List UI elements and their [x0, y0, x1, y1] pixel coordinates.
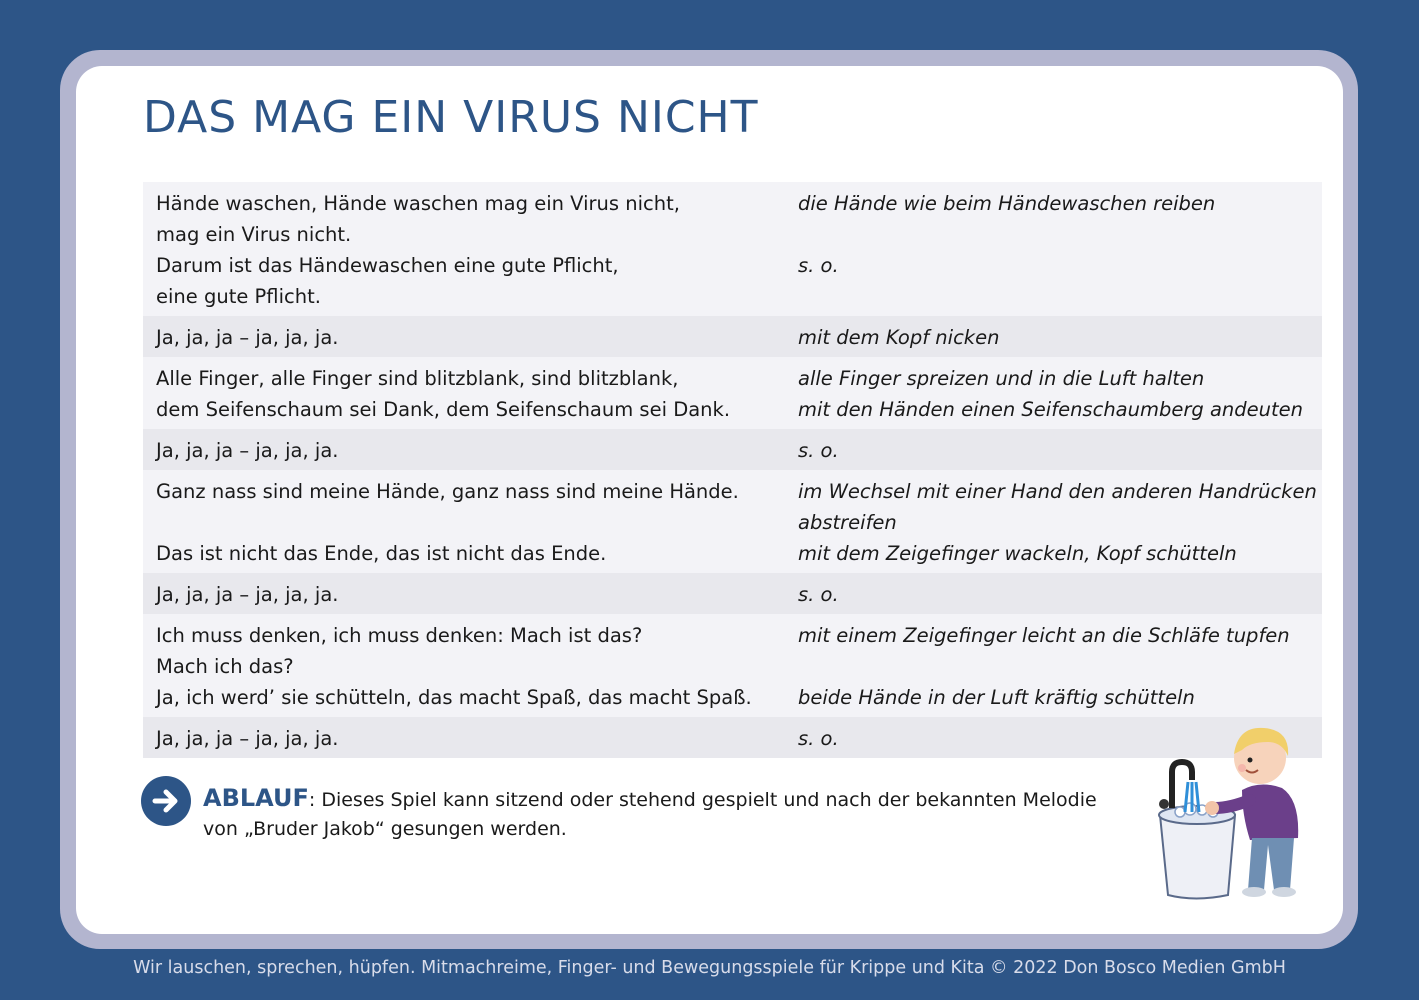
movement-cell	[798, 363, 1310, 425]
movement-cell	[798, 435, 1310, 466]
movement-line: s. o.	[798, 583, 839, 606]
lyrics-line: Mach ich das?	[156, 655, 294, 678]
lyrics-line: Ich muss denken, ich muss denken: Mach ist das?	[156, 624, 643, 647]
lyrics-cell	[156, 620, 798, 713]
lyrics-line	[156, 507, 798, 538]
movement-line: mit dem Kopf nicken	[798, 326, 1000, 349]
lyrics-line: Ja, ja, ja – ja, ja, ja.	[156, 439, 339, 462]
lyrics-line: eine gute Pflicht.	[156, 285, 321, 308]
ablauf-label: ABLAUF	[203, 784, 309, 812]
page-title: DAS MAG EIN VIRUS NICHT	[143, 92, 759, 143]
lyrics-line: Ja, ich werd’ sie schütteln, das macht Spaß, das macht Spaß.	[156, 686, 752, 709]
movement-line: mit einem Zeigefinger leicht an die Schläfe tupfen	[798, 624, 1290, 647]
lyrics-cell	[156, 476, 798, 569]
movement-line: alle Finger spreizen und in die Luft halten	[798, 367, 1205, 390]
lyrics-line: Alle Finger, alle Finger sind blitzblank, sind blitzblank,	[156, 367, 679, 390]
lyrics-cell	[156, 579, 798, 610]
lyrics-cell	[156, 363, 798, 425]
lyrics-line: Ja, ja, ja – ja, ja, ja.	[156, 583, 339, 606]
ablauf-description: : Dieses Spiel kann sitzend oder stehend gespielt und nach der bekannten Melodie von „Bruder Jakob“ gesungen werden.	[203, 789, 1097, 840]
child-washing-hands-illustration	[1150, 720, 1310, 905]
movement-line: mit den Händen einen Seifenschaumberg andeuten	[798, 398, 1303, 421]
table-row	[143, 717, 1322, 758]
lyrics-line: Hände waschen, Hände waschen mag ein Virus nicht,	[156, 192, 680, 215]
lyrics-line: mag ein Virus nicht.	[156, 223, 352, 246]
table-row	[143, 182, 1322, 316]
movement-line: s. o.	[798, 439, 839, 462]
lyrics-cell	[156, 435, 798, 466]
movement-cell	[798, 476, 1317, 569]
movement-line: s. o.	[798, 254, 839, 277]
table-row	[143, 470, 1322, 573]
movement-line: mit dem Zeigefinger wackeln, Kopf schütteln	[798, 542, 1237, 565]
movement-line: die Hände wie beim Händewaschen reiben	[798, 192, 1216, 215]
lyrics-line: Darum ist das Händewaschen eine gute Pflicht,	[156, 254, 619, 277]
lyrics-cell	[156, 723, 798, 754]
lyrics-line: Ganz nass sind meine Hände, ganz nass sind meine Hände.	[156, 480, 739, 503]
lyrics-line: dem Seifenschaum sei Dank, dem Seifenschaum sei Dank.	[156, 398, 731, 421]
movement-line	[798, 281, 1310, 312]
movement-line: beide Hände in der Luft kräftig schütteln	[798, 686, 1195, 709]
movement-line: abstreifen	[798, 511, 897, 534]
movement-cell	[798, 579, 1310, 610]
table-row	[143, 429, 1322, 470]
arrow-right-icon	[141, 776, 191, 826]
lyrics-cell	[156, 322, 798, 353]
lyrics-line: Ja, ja, ja – ja, ja, ja.	[156, 727, 339, 750]
movement-line: s. o.	[798, 727, 839, 750]
table-row	[143, 614, 1322, 717]
movement-cell	[798, 188, 1310, 312]
song-table	[143, 182, 1322, 758]
table-row	[143, 357, 1322, 429]
movement-line: im Wechsel mit einer Hand den anderen Handrücken	[798, 480, 1317, 503]
lyrics-line: Das ist nicht das Ende, das ist nicht das Ende.	[156, 542, 607, 565]
lyrics-line: Ja, ja, ja – ja, ja, ja.	[156, 326, 339, 349]
table-row	[143, 316, 1322, 357]
footer-copyright: Wir lauschen, sprechen, hüpfen. Mitmachreime, Finger- und Bewegungsspiele für Krippe und Kita © 2022 Don Bosco Medien GmbH	[133, 958, 1286, 978]
ablauf-text	[203, 784, 1103, 844]
movement-cell	[798, 322, 1310, 353]
table-row	[143, 573, 1322, 614]
movement-line	[798, 651, 1310, 682]
movement-line	[798, 219, 1310, 250]
lyrics-cell	[156, 188, 798, 312]
movement-cell	[798, 620, 1310, 713]
